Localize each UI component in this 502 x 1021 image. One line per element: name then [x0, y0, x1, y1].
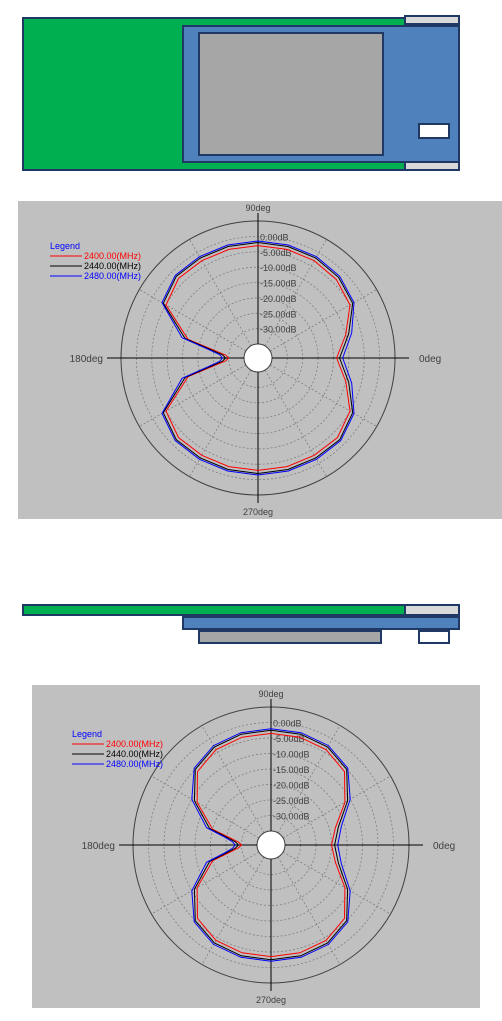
- center-circle: [244, 344, 272, 372]
- legend-label-3: 2480.00(MHz): [106, 759, 164, 769]
- legend-title: Legend: [50, 241, 81, 251]
- chip-area: [198, 32, 384, 156]
- radial-label: -30.00dB: [273, 811, 310, 822]
- angle-label-bottom: 270deg: [255, 995, 287, 1005]
- side-blue-layer: [182, 616, 460, 630]
- grid-spoke: [151, 776, 258, 838]
- grid-spoke: [190, 239, 252, 346]
- angle-label-right: 0deg: [433, 841, 456, 852]
- angle-label-top: 90deg: [258, 689, 284, 699]
- radial-label: -20.00dB: [260, 293, 297, 304]
- angle-label-right: 0deg: [419, 354, 442, 365]
- legend-title: Legend: [72, 729, 103, 739]
- center-circle: [257, 831, 285, 859]
- side-chip-layer: [198, 630, 382, 644]
- radial-label: -25.00dB: [260, 309, 297, 320]
- polar-chart-1: [18, 201, 502, 519]
- grid-spoke: [265, 370, 327, 477]
- radial-label: 0.00dB: [273, 718, 302, 729]
- legend-label-1: 2400.00(MHz): [84, 251, 142, 261]
- angle-label-top: 90deg: [245, 203, 271, 213]
- legend-label-1: 2400.00(MHz): [106, 739, 164, 749]
- grid-spoke: [270, 365, 377, 427]
- angle-label-bottom: 270deg: [242, 507, 274, 517]
- legend-label-2: 2440.00(MHz): [106, 749, 164, 759]
- radial-label: -20.00dB: [273, 780, 310, 791]
- radial-label: -5.00dB: [260, 247, 292, 258]
- radial-label: -10.00dB: [260, 263, 297, 274]
- board-side-view: [22, 604, 460, 646]
- radial-label: -15.00dB: [260, 278, 297, 289]
- angle-label-left: 180deg: [69, 354, 103, 365]
- grid-spoke: [151, 852, 258, 914]
- grid-spoke: [190, 370, 252, 477]
- radial-label: 0.00dB: [260, 232, 289, 243]
- side-connector-pad: [418, 630, 450, 644]
- radial-label: -5.00dB: [273, 734, 305, 744]
- radial-label: -25.00dB: [273, 796, 310, 806]
- board-light-strip-top: [404, 15, 460, 25]
- angle-label-left: 180deg: [81, 841, 115, 852]
- grid-spoke: [283, 852, 390, 914]
- radial-label: -10.00dB: [273, 749, 310, 760]
- polar-chart-2: [32, 685, 480, 1008]
- polar-chart-2-svg: [32, 685, 480, 1008]
- side-light-layer: [404, 604, 460, 616]
- radial-label: -15.00dB: [273, 765, 310, 775]
- legend-label-3: 2480.00(MHz): [84, 271, 142, 281]
- board-top-view: [22, 15, 460, 171]
- radial-label: -30.00dB: [260, 324, 297, 335]
- legend-label-2: 2440.00(MHz): [84, 261, 142, 271]
- side-green-layer: [22, 604, 406, 616]
- connector-pad: [418, 123, 450, 139]
- polar-chart-1-svg: [18, 201, 502, 519]
